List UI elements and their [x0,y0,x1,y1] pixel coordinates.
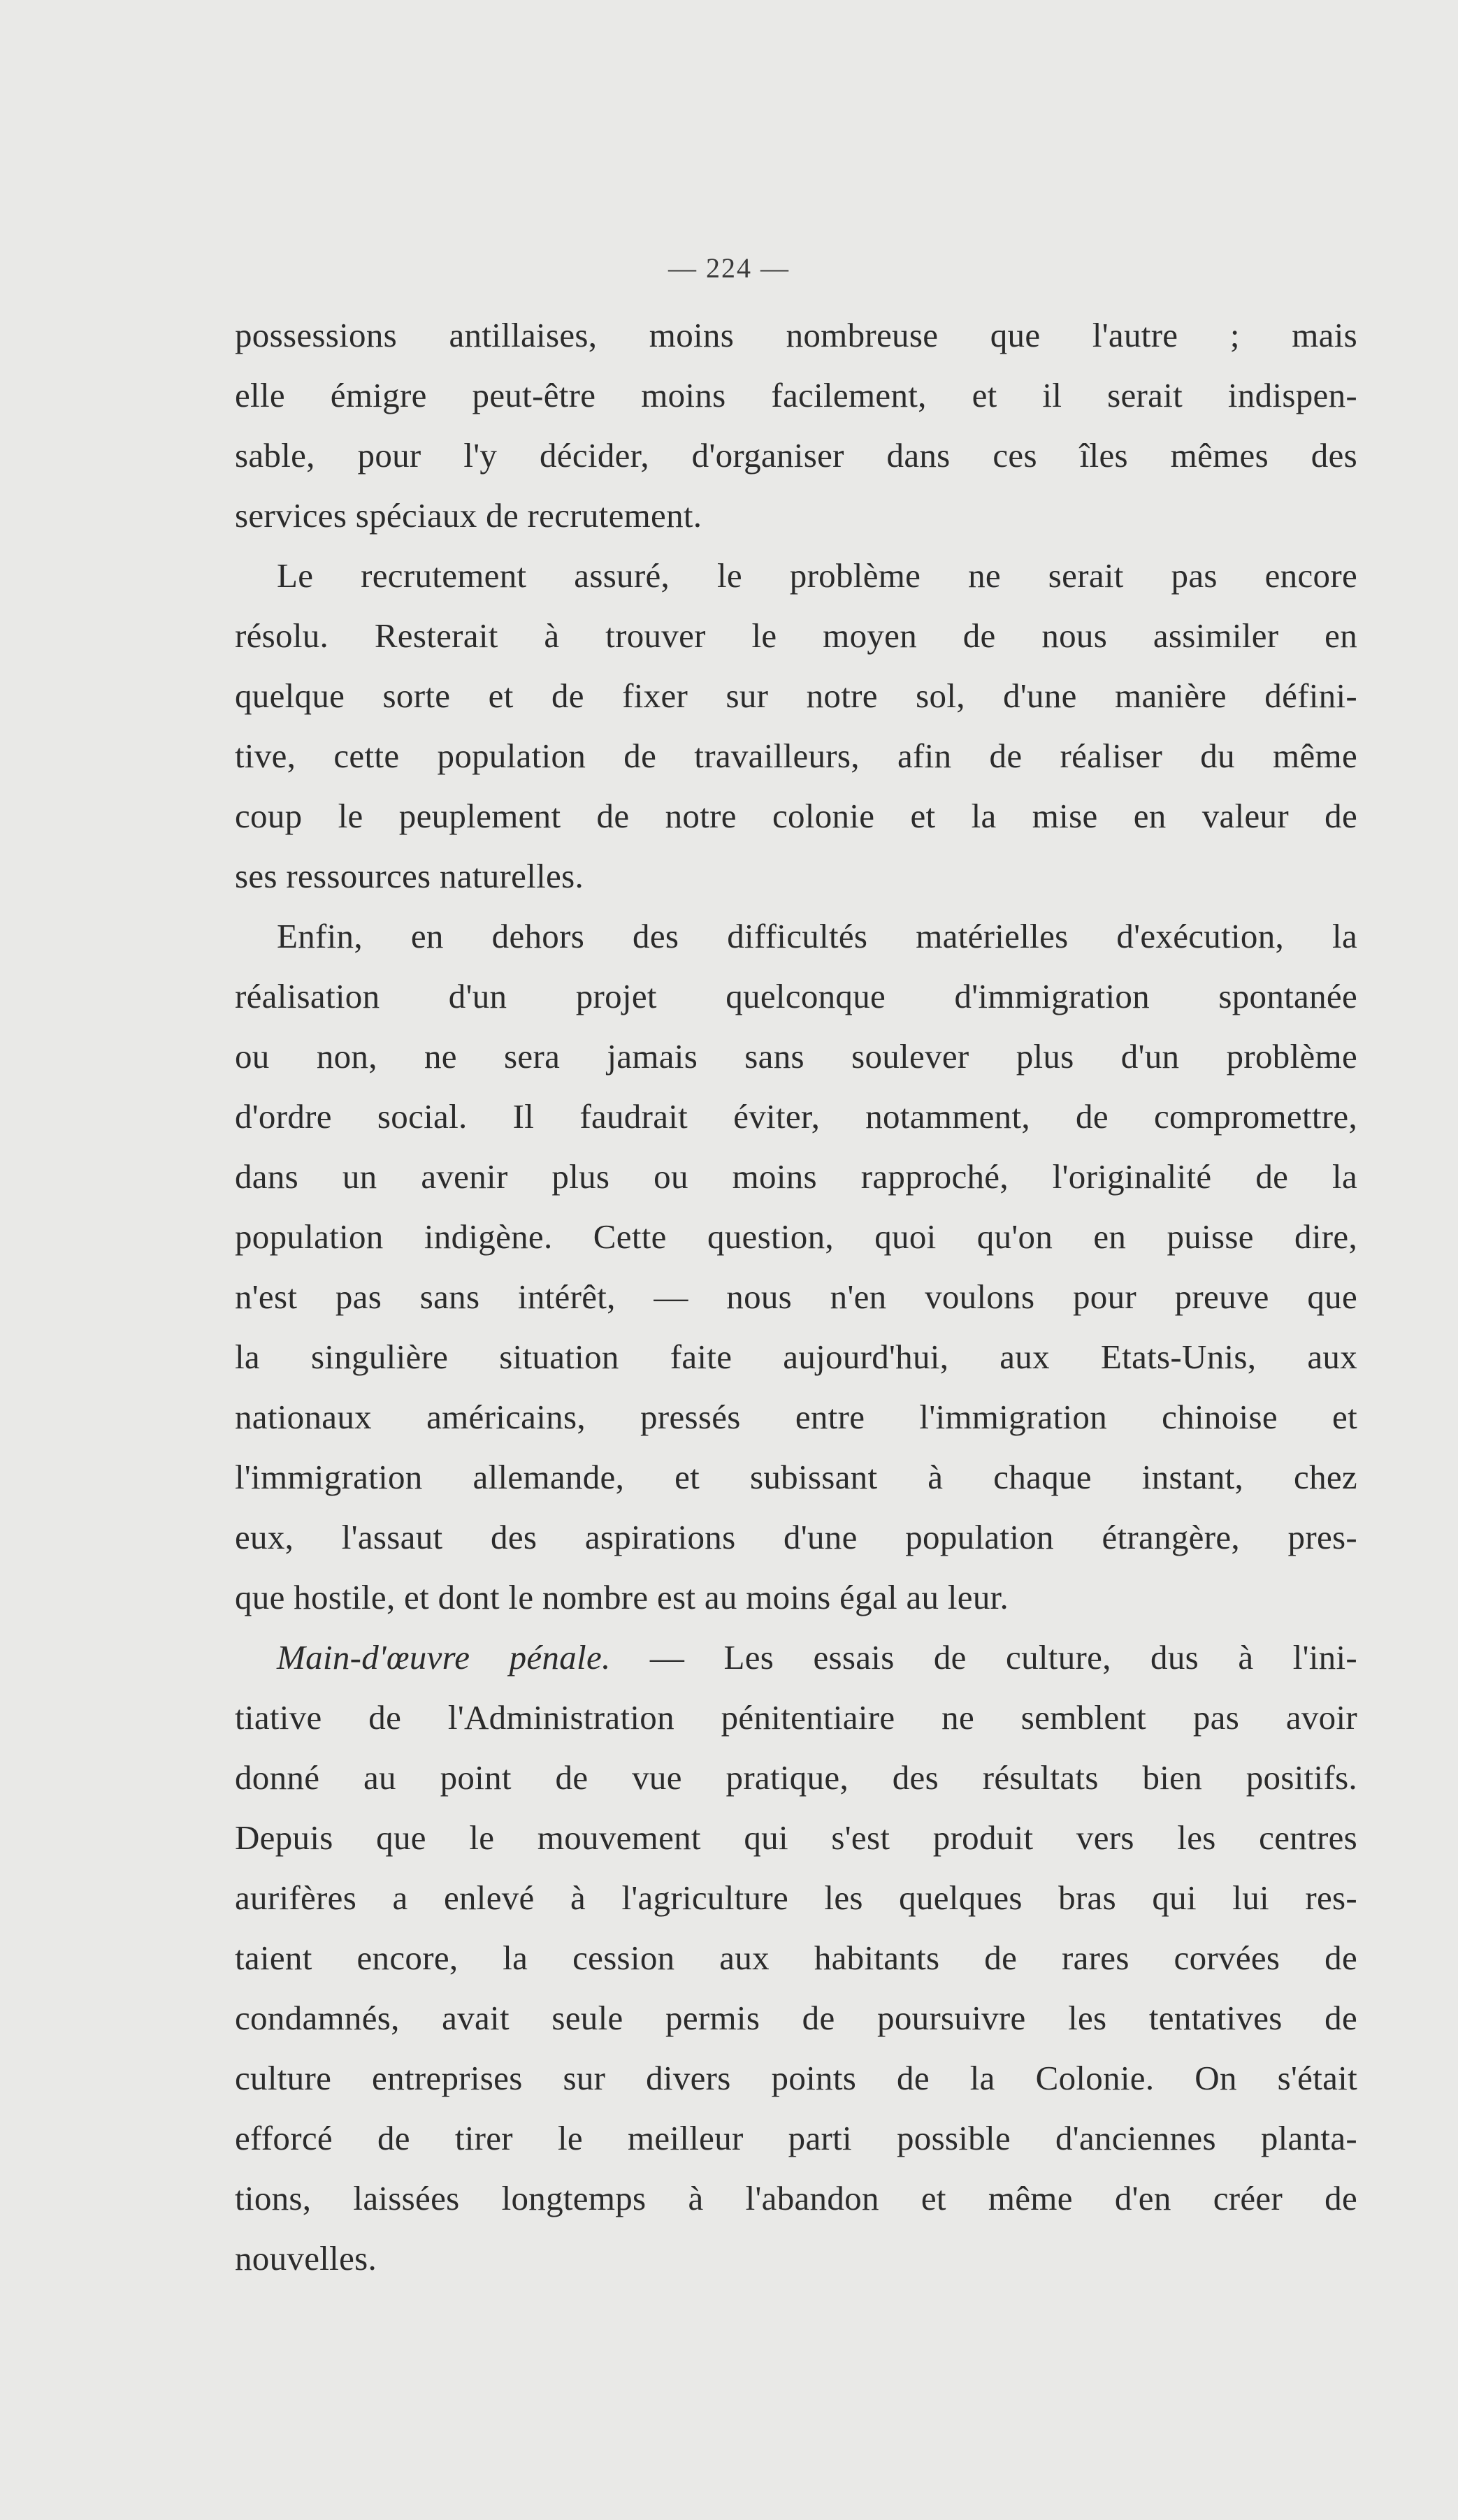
text-line: coup le peuplement de notre colonie et la mise en valeur de [235,797,1357,835]
heading-line-rest: — Les essais de culture, dus à l'ini- [610,1638,1357,1677]
text-line: dans un avenir plus ou moins rapproché, l'originalité de la [235,1157,1357,1196]
text-line: eux, l'assaut des aspirations d'une population étrangère, pres- [235,1518,1357,1556]
text-line: l'immigration allemande, et subissant à chaque instant, chez [235,1458,1357,1496]
text-line: que hostile, et dont le nombre est au moins égal au leur. [235,1578,1009,1616]
text-line: nationaux américains, pressés entre l'immigration chinoise et [235,1398,1357,1436]
text-line: Le recrutement assuré, le problème ne serait pas encore [277,556,1357,595]
text-line: taient encore, la cession aux habitants de rares corvées de [235,1939,1357,1977]
text-line: d'ordre social. Il faudrait éviter, notamment, de compromettre, [235,1097,1357,1136]
text-line: tiative de l'Administration pénitentiaire ne semblent pas avoir [235,1698,1357,1737]
paragraph-4 [235,1628,1357,2289]
text-line: efforcé de tirer le meilleur parti possible d'anciennes planta- [235,2119,1357,2157]
text-line: Enfin, en dehors des difficultés matérielles d'exécution, la [277,917,1357,955]
text-line: la singulière situation faite aujourd'hui, aux Etats-Unis, aux [235,1338,1357,1376]
section-heading: Main-d'œuvre pénale. [277,1638,611,1677]
text-line: réalisation d'un projet quelconque d'immigration spontanée [235,977,1357,1015]
paragraph-1 [235,305,1357,546]
page-number: — 224 — [668,252,790,284]
text-line: quelque sorte et de fixer sur notre sol, d'une manière défini- [235,676,1357,715]
text-line: possessions antillaises, moins nombreuse que l'autre ; mais [235,316,1357,354]
text-line: tive, cette population de travailleurs, afin de réaliser du même [235,737,1357,775]
text-line: sable, pour l'y décider, d'organiser dans ces îles mêmes des [235,436,1357,475]
text-line: Depuis que le mouvement qui s'est produit vers les centres [235,1818,1357,1857]
text-line: services spéciaux de recrutement. [235,496,702,535]
text-line: ou non, ne sera jamais sans soulever plus d'un problème [235,1037,1357,1076]
text-line: donné au point de vue pratique, des résultats bien positifs. [235,1758,1357,1797]
body-text [235,305,1357,2289]
text-line: résolu. Resterait à trouver le moyen de nous assimiler en [235,616,1357,655]
text-line: elle émigre peut-être moins facilement, et il serait indispen- [235,376,1357,414]
text-line: culture entreprises sur divers points de la Colonie. On s'était [235,2059,1357,2097]
text-line: population indigène. Cette question, quoi qu'on en puisse dire, [235,1217,1357,1256]
paragraph-3 [235,906,1357,1628]
text-line: condamnés, avait seule permis de poursuivre les tentatives de [235,1999,1357,2037]
text-line: aurifères a enlevé à l'agriculture les quelques bras qui lui res- [235,1878,1357,1917]
text-line: ses ressources naturelles. [235,857,584,895]
text-line: n'est pas sans intérêt, — nous n'en voulons pour preuve que [235,1277,1357,1316]
paragraph-2 [235,546,1357,906]
text-line: nouvelles. [235,2239,377,2278]
text-line: tions, laissées longtemps à l'abandon et même d'en créer de [235,2179,1357,2217]
text-line [235,1628,1357,1688]
